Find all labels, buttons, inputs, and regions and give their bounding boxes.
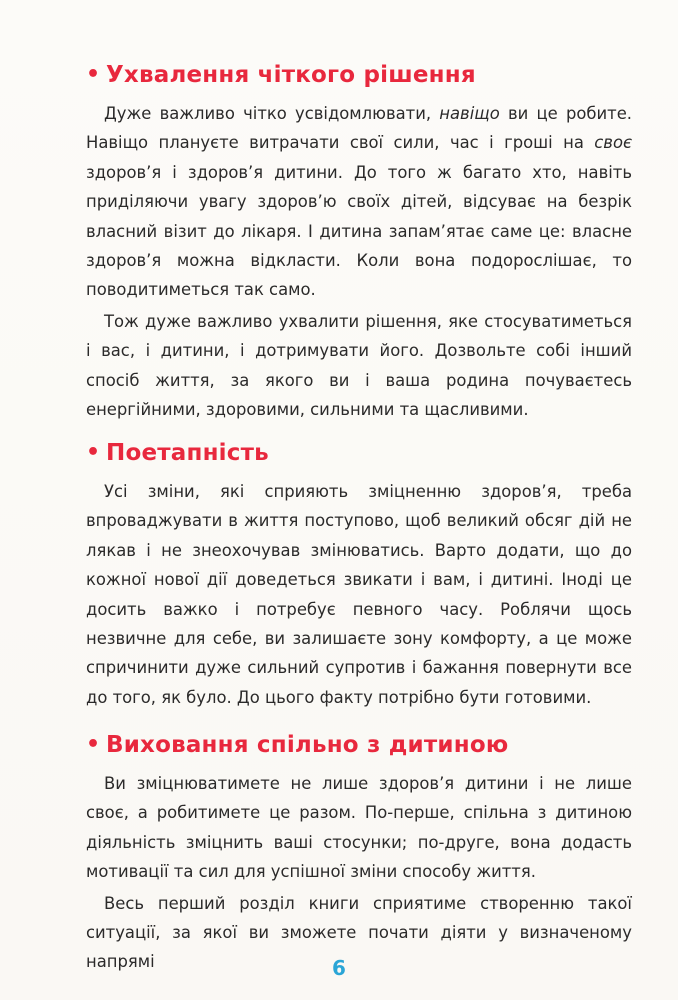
bullet-marker: • [86,732,101,757]
emphasis-text: навіщо [439,104,500,123]
heading-text: Ухвалення чіткого рішення [106,62,476,88]
bullet-marker: • [86,440,101,465]
page-number: 6 [332,956,346,980]
section-heading [86,58,632,92]
section-heading [86,728,632,762]
paragraph: Усі зміни, які сприяють зміцненню здоров’я, треба впроваджувати в життя поступово, щоб великий обсяг дій не лякав і не знеохочував змінюватись. Варто додати, що до кожної нової дії доведеться звикати і вам, і дитині. Іноді це досить важко і потребує певного часу. Роблячи щось незвичне для себе, ви залишаєте зону комфорту, а це може спричинити дуже сильний супротив і бажання повернути все до того, як було. До цього факту потрібно бути готовими. [86,482,632,707]
section-gradual [86,436,632,712]
paragraph: Весь перший розділ книги сприятиме створенню такої ситуації, за якої ви зможете почати діяти у визначеному напрямі [86,893,632,972]
paragraph-text: здоров’я і здоров’я дитини. До того ж багато хто, навіть приділяючи увагу здоров’ю своїх дітей, відсуває на безрік власний візит до лікаря. І дитина запам’ятає саме це: власне здоров’я можна відкласти. Коли вона подорослішає, то поводитиметься так само. [86,162,632,300]
paragraph-text: Дуже важливо чітко усвідомлювати, [104,104,440,123]
paragraph: Ви зміцнюватимете не лише здоров’я дитини і не лише своє, а робитимете це разом. По-перше, спільна з дитиною діяльність зміцнить ваші стосунки; по-друге, вона додасть мотивації та сил для успішної зміни способу життя. [86,774,632,882]
paragraph [86,99,632,305]
emphasis-text: своє [594,133,632,153]
section-heading [86,436,632,470]
heading-text: Виховання спільно з дитиною [106,732,509,758]
section-together [86,728,632,977]
heading-text: Поетапність [106,440,269,466]
paragraph: Тож дуже важливо ухвалити рішення, яке стосуватиметься і вас, і дитини, і дотримувати його. Дозвольте собі інший спосіб життя, за якого ви і ваша родина почуваєтесь енергійними, здоровими, сильними та щасливими. [86,311,632,420]
section-decision [86,58,632,424]
bullet-marker: • [86,62,101,87]
paragraph-text: ви це робите. Навіщо плануєте витрачати свої сили, час і гроші на [86,104,632,153]
